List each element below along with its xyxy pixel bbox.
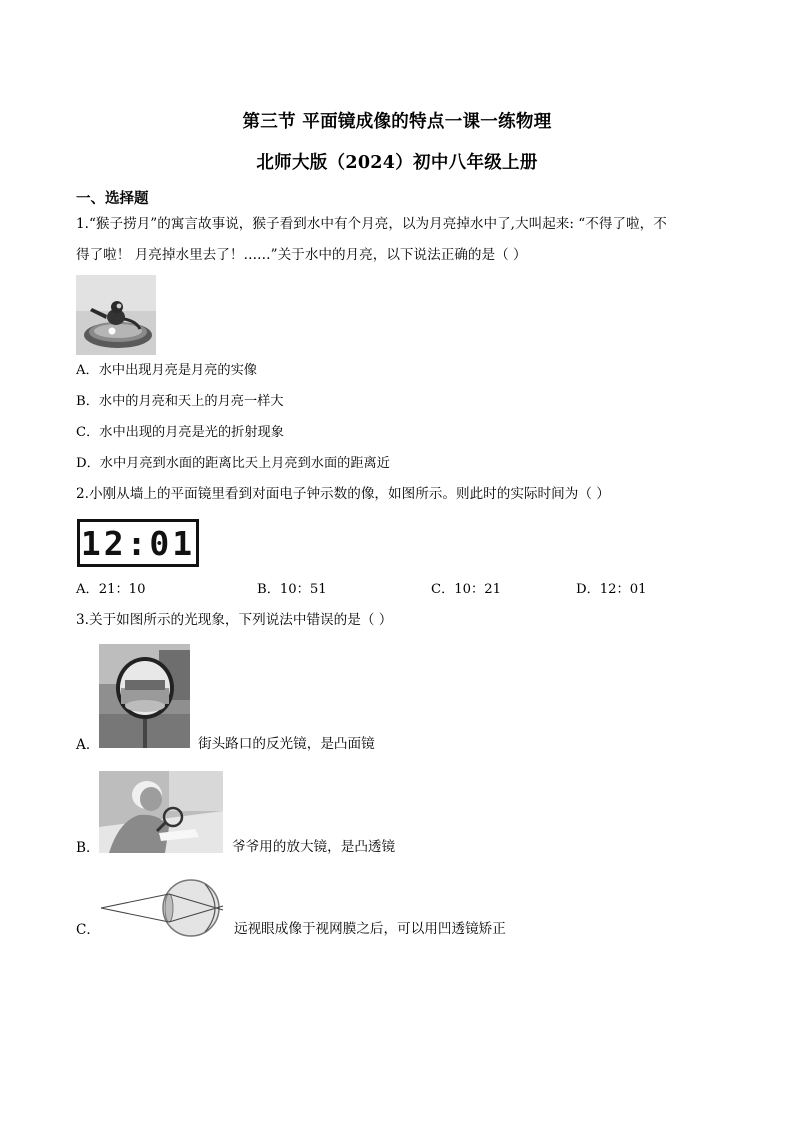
q3-option-a-text[interactable]: 街头路口的反光镜，是凸面镜 (198, 736, 375, 752)
q1-text-line-1: 1.“猴子捞月”的寓言故事说，猴子看到水中有个月亮，以为月亮掉水中了,大叫起来: “不得了啦，不 (76, 216, 667, 232)
q1-option-a[interactable]: A．水中出现月亮是月亮的实像 (76, 363, 257, 378)
monkey-moon-image (76, 275, 156, 355)
page-title-line-1: 第三节 平面镜成像的特点一课一练物理 (242, 112, 552, 132)
convex-mirror-image (99, 644, 190, 748)
q3-option-c-text[interactable]: 远视眼成像于视网膜之后，可以用凹透镜矫正 (234, 921, 506, 937)
section-heading: 一、选择题 (76, 190, 149, 207)
q3-option-a-letter[interactable]: A． (76, 737, 100, 753)
digital-clock-image (77, 519, 199, 567)
q2-option-d[interactable]: D．12：01 (576, 582, 647, 597)
q2-option-c[interactable]: C．10：21 (431, 582, 502, 597)
page-title-line-2: 北师大版（2024）初中八年级上册 (256, 153, 538, 173)
q2-text: 2.小刚从墙上的平面镜里看到对面电子钟示数的像，如图所示。则此时的实际时间为（ ） (76, 486, 610, 502)
q1-option-d[interactable]: D．水中月亮到水面的距离比天上月亮到水面的距离近 (76, 456, 390, 471)
q2-option-b[interactable]: B．10：51 (257, 582, 327, 597)
magnifier-image (99, 771, 223, 853)
clock-digits: 12:01 (80, 523, 196, 563)
q3-option-b-letter[interactable]: B． (76, 840, 100, 856)
q2-option-a[interactable]: A．21：10 (76, 582, 146, 597)
q3-option-c-letter[interactable]: C． (76, 922, 100, 938)
q3-option-b-text[interactable]: 爷爷用的放大镜，是凸透镜 (232, 839, 396, 855)
hyperopia-eye-diagram (99, 878, 225, 938)
q1-option-c[interactable]: C．水中出现的月亮是光的折射现象 (76, 425, 284, 440)
q1-option-b[interactable]: B．水中的月亮和天上的月亮一样大 (76, 394, 284, 409)
q1-text-line-2: 得了啦！ 月亮掉水里去了！……”关于水中的月亮，以下说法正确的是（ ） (76, 247, 527, 263)
q3-text: 3.关于如图所示的光现象，下列说法中错误的是（ ） (76, 612, 393, 628)
